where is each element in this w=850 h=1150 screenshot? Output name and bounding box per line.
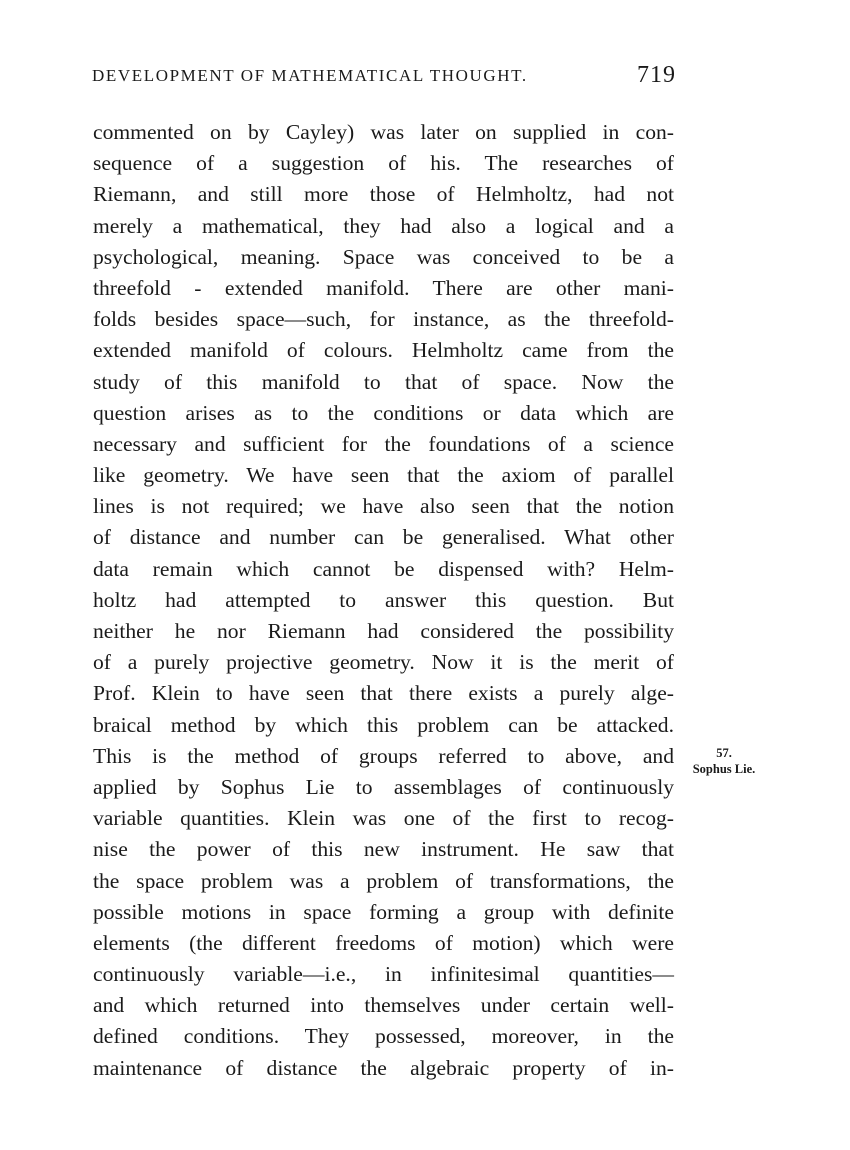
- text-line: braical method by which this problem can be attacked.: [93, 712, 674, 737]
- text-line: Riemann, and still more those of Helmholtz, had not: [93, 182, 674, 207]
- text-line: defined conditions. They possessed, moreover, in the: [93, 1024, 674, 1049]
- text-line: applied by Sophus Lie to assemblages of continuously: [93, 774, 674, 799]
- text-line: necessary and sufficient for the foundations of a science: [93, 431, 674, 456]
- text-line: threefold - extended manifold. There are other mani-: [93, 275, 674, 300]
- text-line: continuously variable—i.e., in infinitesimal quantities—: [93, 962, 674, 987]
- text-line: the space problem was a problem of transformations, the: [93, 868, 674, 893]
- text-line: merely a mathematical, they had also a logical and a: [93, 213, 674, 238]
- text-line: folds besides space—such, for instance, as the threefold-: [93, 307, 674, 332]
- text-line: psychological, meaning. Space was conceived to be a: [93, 244, 674, 269]
- text-line: lines is not required; we have also seen that the notion: [93, 494, 674, 519]
- text-line: like geometry. We have seen that the axiom of parallel: [93, 463, 674, 488]
- margin-note-text: Sophus Lie.: [692, 762, 756, 776]
- margin-note-number: 57.: [716, 746, 732, 760]
- text-line: This is the method of groups referred to above, and: [93, 743, 674, 768]
- running-head: [92, 62, 676, 92]
- text-line: study of this manifold to that of space. Now the: [93, 369, 674, 394]
- text-line: question arises as to the conditions or data which are: [93, 400, 674, 425]
- text-line: commented on by Cayley) was later on supplied in con-: [93, 120, 674, 144]
- text-line: of a purely projective geometry. Now it is the merit of: [93, 650, 674, 675]
- text-line: possible motions in space forming a group with definite: [93, 899, 674, 924]
- text-line: of distance and number can be generalised. What other: [93, 525, 674, 550]
- text-line: variable quantities. Klein was one of the first to recog-: [93, 806, 674, 831]
- margin-note: [679, 745, 769, 777]
- text-line: nise the power of this new instrument. He saw that: [93, 837, 674, 862]
- text-line: sequence of a suggestion of his. The researches of: [93, 151, 674, 176]
- text-line: Prof. Klein to have seen that there exists a purely alge-: [93, 681, 674, 706]
- body-text: [93, 117, 674, 1084]
- text-line: and which returned into themselves under certain well-: [93, 993, 674, 1018]
- text-line: extended manifold of colours. Helmholtz came from the: [93, 338, 674, 363]
- running-head-title: DEVELOPMENT OF MATHEMATICAL THOUGHT.: [92, 66, 528, 85]
- page-number: 719: [637, 62, 676, 88]
- text-line: neither he nor Riemann had considered the possibility: [93, 619, 674, 643]
- text-line: holtz had attempted to answer this question. But: [93, 587, 674, 612]
- text-line: maintenance of distance the algebraic property of in-: [93, 1055, 674, 1080]
- text-line: elements (the different freedoms of motion) which were: [93, 930, 674, 955]
- text-line: data remain which cannot be dispensed with? Helm-: [93, 556, 674, 581]
